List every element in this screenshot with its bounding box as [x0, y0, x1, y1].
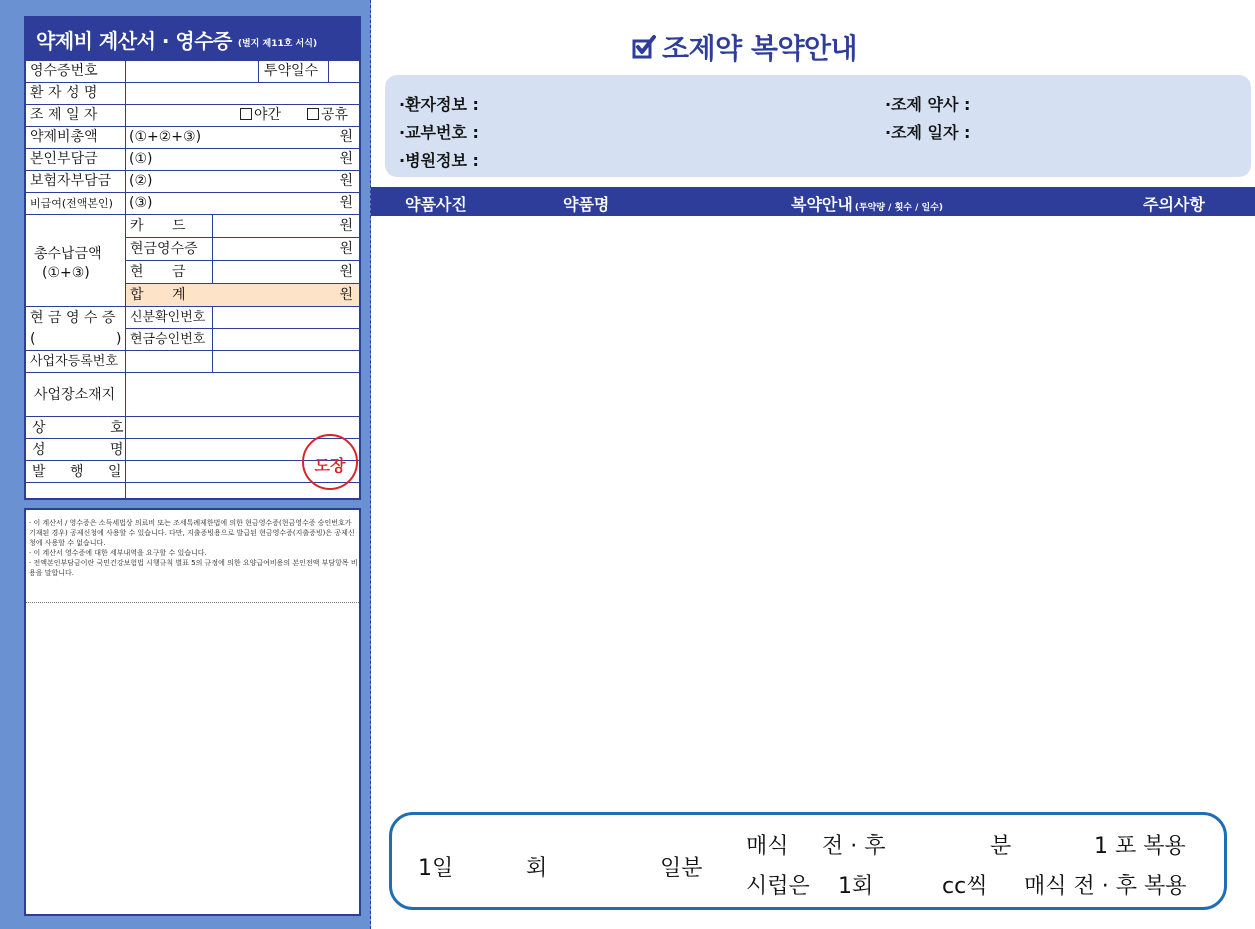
- guide-title: 조제약 복약안내: [662, 32, 858, 65]
- guide-title-row: [632, 27, 857, 67]
- nonpay-formula: (③): [129, 195, 153, 211]
- won-unit: 원: [339, 218, 353, 234]
- receipt-subtitle: (별지 제11호 서식): [237, 38, 318, 49]
- dosage-meal2: 매식 전 · 후 복용: [1024, 874, 1187, 899]
- label-biz-no: 사업자등록번호: [30, 354, 118, 369]
- notice-line: · 이 계산서 영수증에 대한 세부내역을 요구할 수 있습니다.: [29, 549, 207, 557]
- row-line: [26, 214, 359, 215]
- row-line: [26, 60, 359, 61]
- row-line: [26, 482, 359, 483]
- dosage-cc: cc씩: [942, 874, 988, 899]
- row-line: [26, 104, 359, 105]
- won-unit: 원: [339, 264, 353, 280]
- checkbox-box: [307, 108, 319, 120]
- info-pharmacist: ·조제 약사 :: [885, 95, 971, 114]
- won-unit: 원: [339, 151, 353, 167]
- paren-close: ): [116, 331, 122, 347]
- notice-text: [29, 518, 358, 578]
- checkbox-holiday-label: 공휴: [321, 107, 349, 123]
- checkbox-icon: [632, 35, 656, 59]
- won-unit: 원: [339, 173, 353, 189]
- label-days: 투약일수: [264, 63, 319, 79]
- dosage-day: 1일: [418, 856, 454, 881]
- label-date: 조 제 일 자: [30, 107, 98, 123]
- label-cash-receipt: 현금영수증: [130, 241, 198, 257]
- label-card: 카 드: [130, 218, 198, 234]
- info-issue-no: ·교부번호 :: [399, 123, 479, 142]
- label-receipt-no: 영수증번호: [30, 63, 98, 79]
- won-unit: 원: [339, 287, 353, 303]
- dosage-before-after1: 전 · 후: [822, 834, 886, 859]
- self-formula: (①): [129, 151, 153, 167]
- col-dosage-label: 복약안내: [791, 195, 853, 214]
- row-line: [26, 126, 359, 127]
- dosage-times: 회: [526, 856, 548, 881]
- drug-table-header: [371, 187, 1255, 216]
- notice-box: [24, 508, 361, 916]
- row-line: [125, 328, 359, 329]
- label-self-pay: 본인부담금: [30, 151, 98, 167]
- row-line: [26, 170, 359, 171]
- col-line: [328, 60, 329, 82]
- total-formula: (①+②+③): [129, 129, 202, 145]
- dosage-pack: 1 포 복용: [1094, 834, 1186, 859]
- checkbox-night[interactable]: [240, 106, 281, 124]
- insurer-formula: (②): [129, 173, 153, 189]
- label-approval: 현금승인번호: [130, 332, 206, 347]
- dosage-minutes: 분: [990, 834, 1012, 859]
- info-date: ·조제 일자 :: [885, 123, 971, 142]
- row-line: [26, 350, 359, 351]
- label-name: 성 명: [32, 442, 154, 458]
- row-line: [26, 306, 359, 307]
- checkbox-box: [240, 108, 252, 120]
- dosage-meal1: 매식: [746, 834, 789, 859]
- col-dosage: [791, 192, 943, 215]
- label-cash: 현 금: [130, 264, 198, 280]
- row-line: [125, 237, 359, 238]
- notice-divider: [26, 602, 359, 603]
- info-hospital: ·병원정보 :: [399, 151, 479, 170]
- label-total: 약제비총액: [30, 129, 98, 145]
- col-caution: 주의사항: [1143, 195, 1205, 214]
- label-biz-addr: 사업장소재지: [34, 387, 116, 403]
- row-line: [26, 192, 359, 193]
- label-issue-date: 발 행 일: [32, 464, 132, 480]
- paid-formula: (①+③): [42, 265, 90, 281]
- won-unit: 원: [339, 129, 353, 145]
- info-box: [385, 75, 1251, 177]
- col-name: 약품명: [563, 195, 610, 214]
- label-company: 상 호: [32, 420, 154, 436]
- col-line: [212, 328, 213, 372]
- dosage-once: 1회: [838, 874, 874, 899]
- row-line: [26, 148, 359, 149]
- row-line: [26, 416, 359, 417]
- dosage-syrup: 시럽은: [746, 874, 810, 899]
- label-patient-name: 환 자 성 명: [30, 85, 98, 101]
- checkbox-night-label: 야간: [254, 107, 282, 123]
- won-unit: 원: [339, 195, 353, 211]
- won-unit: 원: [339, 241, 353, 257]
- row-line: [26, 82, 359, 83]
- dosage-box: [389, 812, 1227, 910]
- receipt-panel: [0, 0, 371, 929]
- col-line: [258, 60, 259, 82]
- col-dosage-sub: (투약량 / 횟수 / 일수): [854, 203, 944, 213]
- row-line: [26, 438, 359, 439]
- label-nonpay: 비급여(전액본인): [30, 197, 113, 210]
- label-id-confirm: 신분확인번호: [130, 310, 206, 325]
- receipt-title: 약제비 계산서 · 영수증: [36, 28, 232, 53]
- label-cash-receipt-section: 현 금 영 수 증: [30, 310, 116, 326]
- notice-line: · 전액본인부담금이란 국민건강보험법 시행규칙 별표 5의 규정에 의한 요양급여비용의 본인전액 부담항목 비용을 말합니다.: [29, 559, 358, 577]
- col-photo: 약품사진: [405, 195, 467, 214]
- col-line: [212, 214, 213, 328]
- label-insurer: 보험자부담금: [30, 173, 112, 189]
- dosage-days: 일분: [660, 856, 703, 881]
- receipt-form: [24, 16, 361, 500]
- row-line: [26, 372, 359, 373]
- row-line: [125, 260, 359, 261]
- info-patient: ·환자정보 :: [399, 95, 479, 114]
- stamp-seal: [302, 434, 358, 490]
- label-paid-total: 총수납금액: [34, 246, 102, 262]
- checkbox-holiday[interactable]: [307, 106, 348, 124]
- label-sum: 합 계: [130, 287, 198, 303]
- receipt-title-bar: [26, 18, 359, 60]
- stamp-text: 도장: [314, 456, 346, 475]
- paren-open: (: [30, 331, 36, 347]
- notice-line: · 이 계산서 / 영수증은 소득세법상 의료비 또는 조세특례제한법에 의한 현금영수증(현금영수증 승인번호가 기재된 경우) 공제신청에 사용할 수 있습니다. 다만, 지출증빙용으로 발급된 현금영수증(지출증빙)은 공제신청에 사용할 수 없습니다.: [29, 519, 355, 547]
